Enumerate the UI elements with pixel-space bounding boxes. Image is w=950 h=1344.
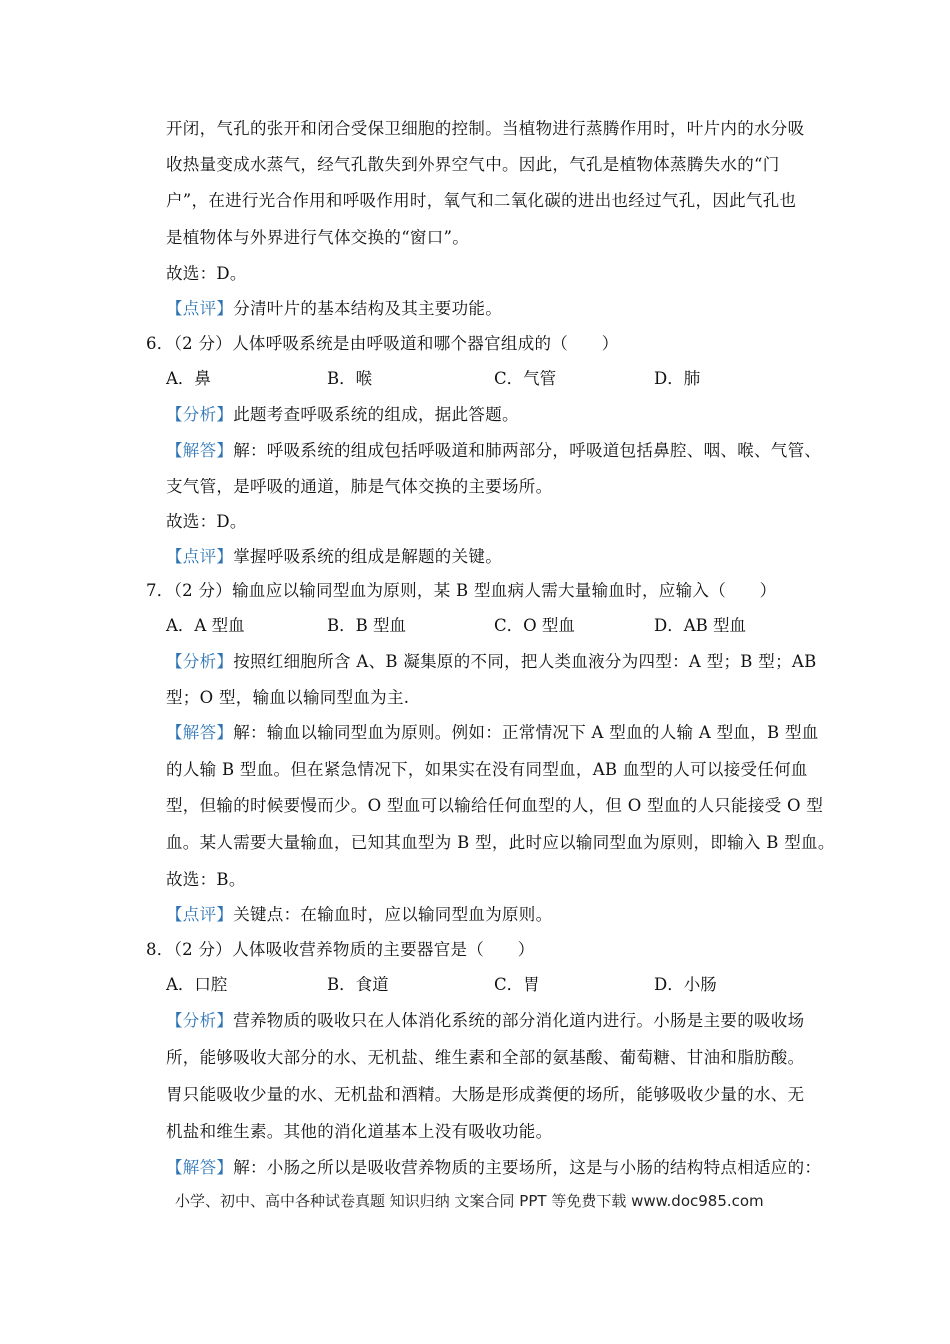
q6-option-d: D．肺 [654, 369, 701, 388]
q7-option-a: A．A 型血 [166, 616, 245, 635]
q5-text-line: 收热量变成水蒸气，经气孔散失到外界空气中。因此，气孔是植物体蒸腾失水的“门 [166, 155, 780, 174]
q8-analysis-line: 胃只能吸收少量的水、无机盐和酒精。大肠是形成粪便的场所，能够吸收少量的水、无 [166, 1085, 805, 1104]
q7-answer-text: 解：输血以输同型血为原则。例如：正常情况下 A 型血的人输 A 型血，B 型血 [233, 723, 819, 742]
q8-option-a: A．口腔 [166, 975, 228, 994]
q7-answer [166, 722, 819, 744]
q7-stem: 7．（2 分）输血应以输同型血为原则，某 B 型血病人需大量输血时，应输入（ ） [146, 581, 777, 600]
q6-answer-line: 支气管，是呼吸的通道，肺是气体交换的主要场所。 [166, 477, 553, 496]
q8-option-b: B．食道 [327, 975, 389, 994]
page-footer: 小学、初中、高中各种试卷真题 知识归纳 文案合同 PPT 等免费下载 www.doc985.com [175, 1192, 764, 1210]
analysis-tag: 【分析】 [166, 405, 234, 424]
q7-analysis-text: 按照红细胞所含 A、B 凝集原的不同，把人类血液分为四型：A 型；B 型；AB [233, 652, 817, 671]
q6-choice: 故选：D。 [166, 512, 247, 531]
q7-comment-text: 关键点：在输血时，应以输同型血为原则。 [233, 905, 553, 924]
answer-tag: 【解答】 [166, 1158, 234, 1177]
q6-option-a: A．鼻 [166, 369, 211, 388]
q6-option-b: B．喉 [327, 369, 373, 388]
q5-text-line: 是植物体与外界进行气体交换的“窗口”。 [166, 228, 470, 247]
q8-answer-text: 解：小肠之所以是吸收营养物质的主要场所，这是与小肠的结构特点相适应的： [233, 1158, 822, 1177]
q8-option-c: C．胃 [494, 975, 540, 994]
q8-stem: 8．（2 分）人体吸收营养物质的主要器官是（ ） [146, 940, 535, 959]
q5-comment-text: 分清叶片的基本结构及其主要功能。 [233, 299, 503, 318]
q7-answer-line: 型，但输的时候要慢而少。O 型血可以输给任何血型的人，但 O 型血的人只能接受 O 型 [166, 796, 824, 815]
q6-analysis [166, 404, 519, 426]
q6-option-c: C．气管 [494, 369, 557, 388]
q6-answer [166, 440, 821, 462]
q6-analysis-text: 此题考查呼吸系统的组成，据此答题。 [233, 405, 519, 424]
q5-text-line: 户”，在进行光合作用和呼吸作用时，氧气和二氧化碳的进出也经过气孔，因此气孔也 [166, 191, 797, 210]
q8-analysis-line: 所，能够吸收大部分的水、无机盐、维生素和全部的氨基酸、葡萄糖、甘油和脂肪酸。 [166, 1048, 805, 1067]
q8-analysis-text: 营养物质的吸收只在人体消化系统的部分消化道内进行。小肠是主要的吸收场 [233, 1011, 805, 1030]
q6-stem: 6．（2 分）人体呼吸系统是由呼吸道和哪个器官组成的（ ） [146, 334, 619, 353]
q5-choice: 故选：D。 [166, 264, 247, 283]
analysis-tag: 【分析】 [166, 1011, 234, 1030]
q6-answer-text: 解：呼吸系统的组成包括呼吸道和肺两部分，呼吸道包括鼻腔、咽、喉、气管、 [233, 441, 822, 460]
q7-analysis-line: 型；O 型，输血以输同型血为主. [166, 688, 410, 707]
q8-answer [166, 1157, 821, 1179]
q7-answer-line: 的人输 B 型血。但在紧急情况下，如果实在没有同型血，AB 血型的人可以接受任何血 [166, 760, 808, 779]
q8-analysis-line: 机盐和维生素。其他的消化道基本上没有吸收功能。 [166, 1122, 553, 1141]
q7-option-d: D．AB 型血 [654, 616, 747, 635]
analysis-tag: 【分析】 [166, 652, 234, 671]
q7-analysis [166, 651, 817, 673]
q6-comment-text: 掌握呼吸系统的组成是解题的关键。 [233, 547, 503, 566]
q7-choice: 故选：B。 [166, 870, 246, 889]
q5-text-line: 开闭，气孔的张开和闭合受保卫细胞的控制。当植物进行蒸腾作用时，叶片内的水分吸 [166, 119, 805, 138]
q7-comment [166, 904, 552, 926]
comment-tag: 【点评】 [166, 299, 234, 318]
q7-option-b: B．B 型血 [327, 616, 406, 635]
comment-tag: 【点评】 [166, 905, 234, 924]
q8-analysis [166, 1010, 804, 1032]
q5-comment [166, 298, 502, 320]
q7-answer-line: 血。某人需要大量输血，已知其血型为 B 型，此时应以输同型血为原则，即输入 B 型血。 [166, 833, 835, 852]
comment-tag: 【点评】 [166, 547, 234, 566]
answer-tag: 【解答】 [166, 441, 234, 460]
answer-tag: 【解答】 [166, 723, 234, 742]
q6-comment [166, 546, 502, 568]
q8-option-d: D．小肠 [654, 975, 717, 994]
q7-option-c: C．O 型血 [494, 616, 575, 635]
